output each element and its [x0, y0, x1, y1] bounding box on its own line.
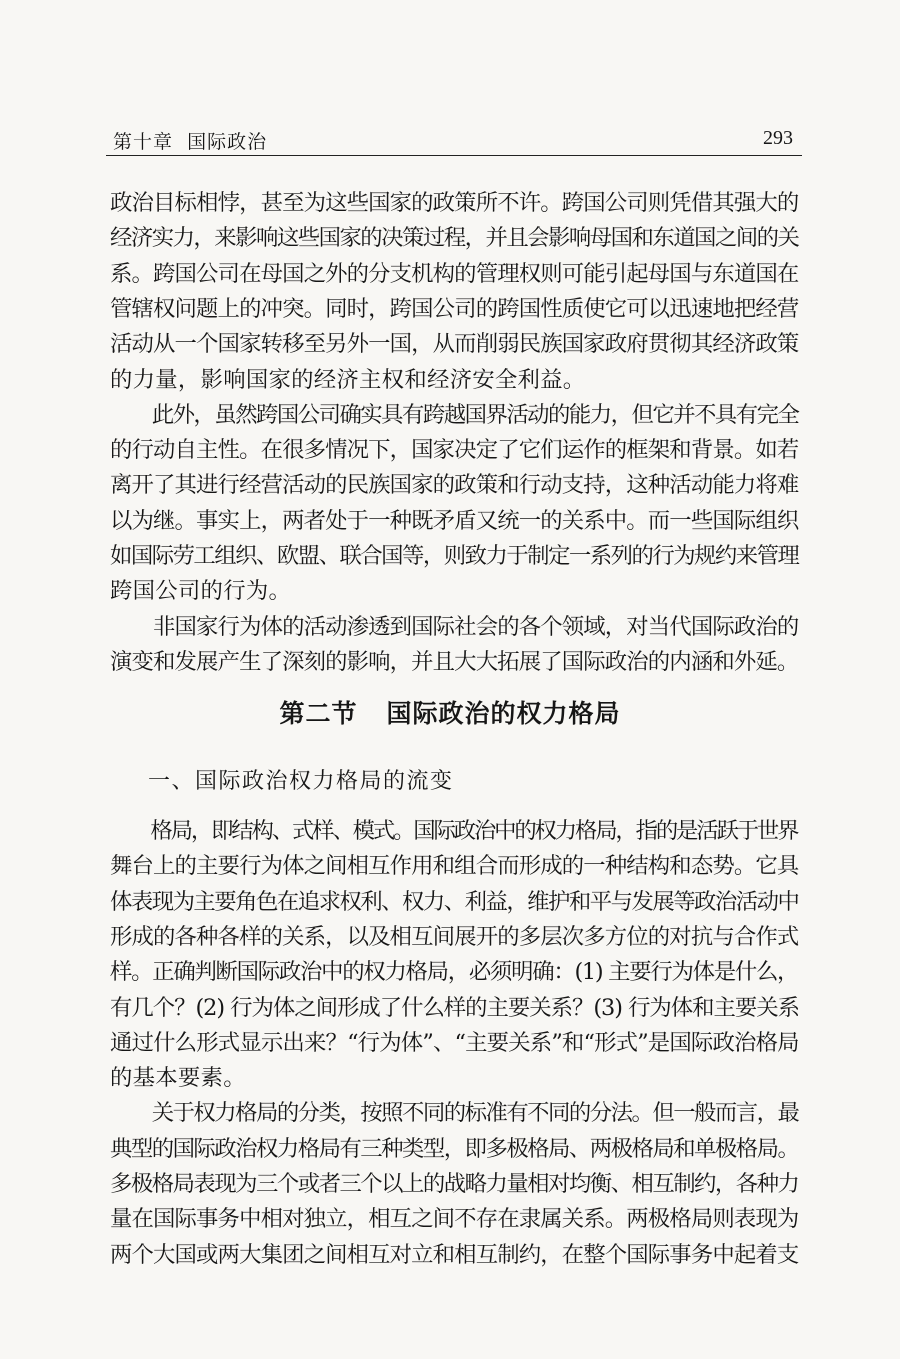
text-line: 政治目标相悖，甚至为这些国家的政策所不许。跨国公司则凭借其强大的 — [110, 190, 799, 216]
text-line: 非国家行为体的活动渗透到国际社会的各个领域，对当代国际政治的 — [110, 613, 799, 640]
text-line: 量在国际事务中相对独立，相互之间不存在隶属关系。两极格局则表现为 — [110, 1206, 799, 1233]
text-line: 以为继。事实上，两者处于一种既矛盾又统一的关系中。而一些国际组织 — [110, 507, 799, 534]
text-line: 的基本要素。 — [110, 1065, 246, 1092]
text-line: 通过什么形式显示出来？“行为体”、“主要关系”和“形式”是国际政治格局 — [110, 1029, 799, 1056]
text-line: 活动从一个国家转移至另外一国，从而削弱民族国家政府贯彻其经济政策 — [110, 331, 799, 358]
text-line: 多极格局表现为三个或者三个以上的战略力量相对均衡、相互制约，各种力 — [110, 1171, 799, 1197]
text-line: 关于权力格局的分类，按照不同的标准有不同的分法。但一般而言，最 — [110, 1100, 799, 1127]
text-line: 典型的国际政治权力格局有三种类型，即多极格局、两极格局和单极格局。 — [110, 1135, 799, 1162]
section-heading: 第二节 国际政治的权力格局 — [279, 699, 621, 728]
text-line: 如国际劳工组织、欧盟、联合国等，则致力于制定一系列的行为规约来管理 — [110, 543, 799, 569]
text-line: 形成的各种各样的关系，以及相互间展开的多层次多方位的对抗与合作式 — [110, 923, 799, 950]
text-line: 跨国公司的行为。 — [110, 578, 292, 605]
text-line: 的力量，影响国家的经济主权和经济安全利益。 — [110, 366, 586, 393]
header-divider — [106, 155, 802, 156]
text-line: 两个大国或两大集团之间相互对立和相互制约，在整个国际事务中起着支 — [110, 1241, 799, 1268]
text-line: 有几个？(2) 行为体之间形成了什么样的主要关系？(3) 行为体和主要关系 — [110, 994, 799, 1021]
text-line: 系。跨国公司在母国之外的分支机构的管理权则可能引起母国与东道国在 — [110, 260, 799, 287]
subsection-heading: 一、国际政治权力格局的流变 — [148, 769, 454, 794]
text-line: 离开了其进行经营活动的民族国家的政策和行动支持，这种活动能力将难 — [110, 472, 799, 499]
page-number: 293 — [763, 127, 793, 149]
text-line: 舞台上的主要行为体之间相互作用和组合而形成的一种结构和态势。它具 — [110, 853, 799, 880]
text-line: 格局，即结构、式样、模式。国际政治中的权力格局，指的是活跃于世界 — [110, 818, 798, 844]
text-line: 经济实力，来影响这些国家的决策过程，并且会影响母国和东道国之间的关 — [110, 225, 799, 252]
text-line: 此外，虽然跨国公司确实具有跨越国界活动的能力，但它并不具有完全 — [110, 401, 799, 428]
text-line: 样。正确判断国际政治中的权力格局，必须明确：(1) 主要行为体是什么， — [110, 959, 799, 986]
text-line: 体表现为主要角色在追求权利、权力、利益，维护和平与发展等政治活动中 — [110, 888, 799, 915]
chapter-title: 第十章 国际政治 — [113, 131, 268, 153]
text-line: 的行动自主性。在很多情况下，国家决定了它们运作的框架和背景。如若 — [110, 437, 799, 464]
text-line: 管辖权问题上的冲突。同时，跨国公司的跨国性质使它可以迅速地把经营 — [110, 295, 799, 322]
running-header — [113, 123, 793, 155]
text-line: 演变和发展产生了深刻的影响，并且大大拓展了国际政治的内涵和外延。 — [110, 648, 799, 675]
